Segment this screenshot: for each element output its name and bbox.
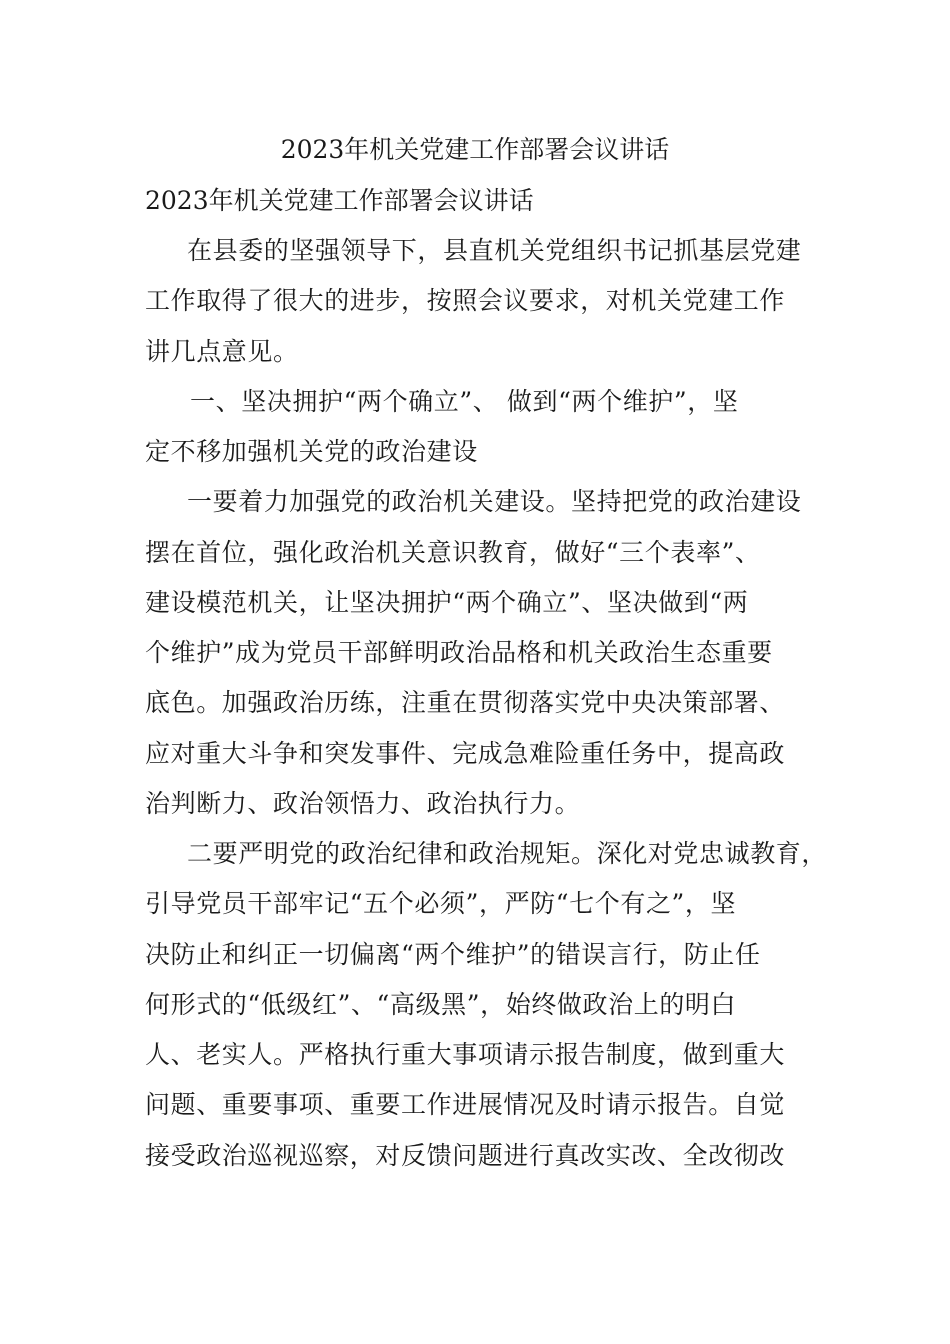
text-line: 人、老实人。严格执行重大事项请示报告制度，做到重大 [145, 1040, 786, 1069]
text-line: 摆在首位，强化政治机关意识教育，做好“三个表率”、 [145, 538, 761, 567]
section-heading-line: 定不移加强机关党的政治建设 [145, 437, 478, 466]
document-title: 2023年机关党建工作部署会议讲话 [280, 135, 670, 164]
text-line: 引导党员干部牢记“五个必须”，严防“七个有之”，坚 [145, 889, 737, 918]
text-line: 工作取得了很大的进步，按照会议要求，对机关党建工作 [145, 286, 786, 315]
text-line: 决防止和纠正一切偏离“两个维护”的错误言行，防止任 [145, 940, 761, 969]
document-subtitle: 2023年机关党建工作部署会议讲话 [145, 186, 534, 215]
text-line: 接受政治巡视巡察，对反馈问题进行真改实改、全改彻改 [145, 1141, 786, 1170]
section-heading-line: 一、坚决拥护“两个确立”、 做到“两个维护”，坚 [190, 387, 739, 416]
text-line: 何形式的“低级红”、“高级黑”，始终做政治上的明白 [145, 990, 737, 1019]
text-line: 建设模范机关，让坚决拥护“两个确立”、坚决做到“两 [145, 588, 749, 617]
text-line: 应对重大斗争和突发事件、完成急难险重任务中，提高政 [145, 739, 786, 768]
text-line: 个维护”成为党员干部鲜明政治品格和机关政治生态重要 [145, 638, 773, 667]
text-line: 在县委的坚强领导下，县直机关党组织书记抓基层党建 [187, 236, 802, 265]
text-line: 讲几点意见。 [145, 337, 299, 366]
text-line: 治判断力、政治领悟力、政治执行力。 [145, 789, 581, 818]
text-line: 底色。加强政治历练，注重在贯彻落实党中央决策部署、 [145, 688, 786, 717]
text-line: 二要严明党的政治纪律和政治规矩。深化对党忠诚教育， [187, 839, 828, 868]
text-line: 一要着力加强党的政治机关建设。坚持把党的政治建设 [187, 487, 802, 516]
text-line: 问题、重要事项、重要工作进展情况及时请示报告。自觉 [145, 1090, 786, 1119]
